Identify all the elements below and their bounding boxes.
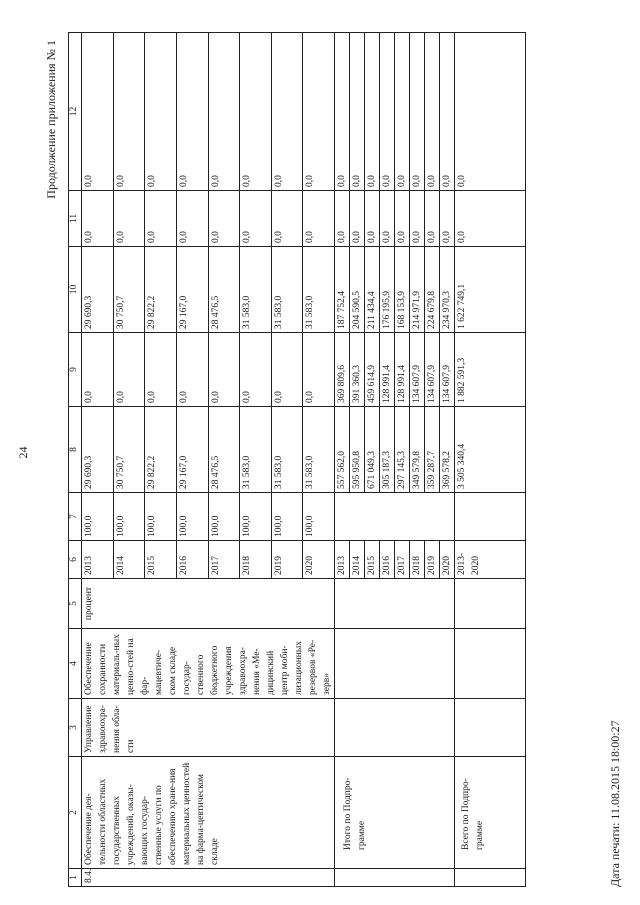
year-cell: 2013 <box>82 541 114 579</box>
year-cell: 2016 <box>380 541 395 579</box>
value-cell: 224 679,8 <box>425 247 440 333</box>
value-cell: 0,0 <box>113 333 145 407</box>
value-cell: 0,0 <box>82 191 114 247</box>
value-cell: 0,0 <box>303 191 335 247</box>
value-cell: 0,0 <box>410 191 425 247</box>
blank-cell <box>335 629 455 699</box>
value-cell: 0,0 <box>410 33 425 191</box>
year-cell: 2019 <box>271 541 303 579</box>
value-cell: 557 562,0 <box>335 407 350 493</box>
blank-cell <box>455 493 526 541</box>
blank-cell <box>335 869 455 887</box>
value-cell: 369 578,2 <box>440 407 455 493</box>
value-cell: 100,0 <box>240 493 272 541</box>
value-cell: 0,0 <box>303 33 335 191</box>
value-cell: 0,0 <box>113 33 145 191</box>
value-cell: 0,0 <box>208 33 240 191</box>
value-cell: 176 195,9 <box>380 247 395 333</box>
column-header: 7 <box>69 493 82 541</box>
value-cell: 0,0 <box>440 33 455 191</box>
value-cell: 31 583,0 <box>303 407 335 493</box>
value-cell: 0,0 <box>145 33 177 191</box>
program-table <box>68 32 526 887</box>
value-cell: 0,0 <box>176 33 208 191</box>
table-row <box>335 33 350 887</box>
value-cell: 349 579,8 <box>410 407 425 493</box>
year-cell: 2017 <box>395 541 410 579</box>
value-cell: 28 476,5 <box>208 247 240 333</box>
year-cell: 2017 <box>208 541 240 579</box>
column-header: 8 <box>69 407 82 493</box>
value-cell: 0,0 <box>365 33 380 191</box>
value-cell: 100,0 <box>82 493 114 541</box>
year-cell: 2018 <box>410 541 425 579</box>
year-cell: 2019 <box>425 541 440 579</box>
value-cell: 134 607,9 <box>440 333 455 407</box>
value-cell: 0,0 <box>425 33 440 191</box>
value-cell: 234 970,3 <box>440 247 455 333</box>
year-cell: 2015 <box>145 541 177 579</box>
value-cell: 168 153,9 <box>395 247 410 333</box>
blank-cell <box>335 493 455 541</box>
column-number-row <box>69 33 82 887</box>
value-cell: 297 145,3 <box>395 407 410 493</box>
blank-cell <box>455 629 526 699</box>
value-cell: 100,0 <box>208 493 240 541</box>
year-cell: 2014 <box>113 541 145 579</box>
value-cell: 0,0 <box>240 333 272 407</box>
value-cell: 31 583,0 <box>271 407 303 493</box>
value-cell: 0,0 <box>425 191 440 247</box>
value-cell: 134 607,9 <box>410 333 425 407</box>
value-cell: 671 049,3 <box>365 407 380 493</box>
value-cell: 305 187,3 <box>380 407 395 493</box>
value-cell: 134 607,9 <box>425 333 440 407</box>
column-header: 11 <box>69 191 82 247</box>
year-cell: 2018 <box>240 541 272 579</box>
year-cell: 2014 <box>350 541 365 579</box>
value-cell: 0,0 <box>145 191 177 247</box>
value-cell: 0,0 <box>395 33 410 191</box>
column-header: 6 <box>69 541 82 579</box>
value-cell: 0,0 <box>350 191 365 247</box>
value-cell: 100,0 <box>271 493 303 541</box>
total-year-range: 2013-2020 <box>455 541 526 579</box>
value-cell: 0,0 <box>208 333 240 407</box>
section-unit: процент <box>82 579 335 629</box>
value-cell: 0,0 <box>365 191 380 247</box>
column-header: 2 <box>69 757 82 869</box>
value-cell: 0,0 <box>271 191 303 247</box>
value-cell: 0,0 <box>113 191 145 247</box>
year-cell: 2015 <box>365 541 380 579</box>
value-cell: 100,0 <box>303 493 335 541</box>
value-cell: 29 167,0 <box>176 247 208 333</box>
value-cell: 0,0 <box>335 33 350 191</box>
year-cell: 2020 <box>440 541 455 579</box>
value-cell: 31 583,0 <box>303 247 335 333</box>
value-cell: 0,0 <box>455 191 526 247</box>
value-cell: 31 583,0 <box>240 407 272 493</box>
column-header: 1 <box>69 869 82 887</box>
value-cell: 0,0 <box>440 191 455 247</box>
value-cell: 0,0 <box>176 333 208 407</box>
column-header: 4 <box>69 629 82 699</box>
value-cell: 0,0 <box>240 191 272 247</box>
print-date: Дата печати: 11.08.2015 18:00:27 <box>608 720 622 887</box>
value-cell: 3 505 340,4 <box>455 407 526 493</box>
page-number: 24 <box>16 446 30 459</box>
value-cell: 128 991,4 <box>395 333 410 407</box>
value-cell: 29 690,3 <box>82 407 114 493</box>
value-cell: 204 590,5 <box>350 247 365 333</box>
blank-cell <box>335 699 455 757</box>
subtotal-label: Итого по Подпро-грамме <box>335 757 455 869</box>
value-cell: 1 882 591,3 <box>455 333 526 407</box>
value-cell: 29 822,2 <box>145 407 177 493</box>
value-cell: 0,0 <box>335 191 350 247</box>
section-executor: Управление здравоохра-нения обла-сти <box>82 699 335 757</box>
value-cell: 391 360,3 <box>350 333 365 407</box>
table-row <box>82 33 114 887</box>
value-cell: 1 622 749,1 <box>455 247 526 333</box>
blank-cell <box>455 869 526 887</box>
section-indicator: Обеспечение сохранности материаль-ных ценно-стей на фар-мацевтиче-ском складе государ-ственного бюджетного учреждения здравоохра-нения «Ме-дицинский центр моби-лизационных резервов «Ре-зерв» <box>82 629 335 699</box>
value-cell: 100,0 <box>113 493 145 541</box>
value-cell: 31 583,0 <box>240 247 272 333</box>
value-cell: 28 476,5 <box>208 407 240 493</box>
value-cell: 0,0 <box>271 333 303 407</box>
section-name: Обеспечение дея-тельности областных государственных учреждений, оказы-вающих государ-ственные услуги по обеспечению хране-ния материальных ценностей на фарма-цевтическом складе <box>82 757 335 869</box>
value-cell: 0,0 <box>176 191 208 247</box>
value-cell: 128 991,4 <box>380 333 395 407</box>
table-row <box>455 33 526 887</box>
value-cell: 100,0 <box>176 493 208 541</box>
value-cell: 29 690,3 <box>82 247 114 333</box>
blank-cell <box>455 579 526 629</box>
value-cell: 187 752,4 <box>335 247 350 333</box>
column-header: 5 <box>69 579 82 629</box>
column-header: 9 <box>69 333 82 407</box>
value-cell: 29 167,0 <box>176 407 208 493</box>
value-cell: 0,0 <box>82 333 114 407</box>
value-cell: 459 614,9 <box>365 333 380 407</box>
year-cell: 2020 <box>303 541 335 579</box>
value-cell: 31 583,0 <box>271 247 303 333</box>
column-header: 12 <box>69 33 82 191</box>
value-cell: 0,0 <box>350 33 365 191</box>
value-cell: 0,0 <box>82 33 114 191</box>
column-header: 3 <box>69 699 82 757</box>
section-code: 8.4. <box>82 869 335 887</box>
value-cell: 0,0 <box>208 191 240 247</box>
value-cell: 0,0 <box>395 191 410 247</box>
value-cell: 0,0 <box>455 33 526 191</box>
value-cell: 211 434,4 <box>365 247 380 333</box>
appendix-note: Продолжение приложения № 1 <box>44 40 58 199</box>
value-cell: 0,0 <box>303 333 335 407</box>
value-cell: 369 809,6 <box>335 333 350 407</box>
value-cell: 100,0 <box>145 493 177 541</box>
column-header: 10 <box>69 247 82 333</box>
value-cell: 30 750,7 <box>113 247 145 333</box>
value-cell: 0,0 <box>380 191 395 247</box>
value-cell: 0,0 <box>380 33 395 191</box>
value-cell: 359 287,7 <box>425 407 440 493</box>
value-cell: 0,0 <box>271 33 303 191</box>
value-cell: 0,0 <box>145 333 177 407</box>
blank-cell <box>455 699 526 757</box>
value-cell: 214 971,9 <box>410 247 425 333</box>
value-cell: 0,0 <box>240 33 272 191</box>
value-cell: 29 822,2 <box>145 247 177 333</box>
blank-cell <box>335 579 455 629</box>
value-cell: 30 750,7 <box>113 407 145 493</box>
year-cell: 2016 <box>176 541 208 579</box>
total-label: Всего по Подпро-грамме <box>455 757 526 869</box>
value-cell: 595 950,8 <box>350 407 365 493</box>
year-cell: 2013 <box>335 541 350 579</box>
